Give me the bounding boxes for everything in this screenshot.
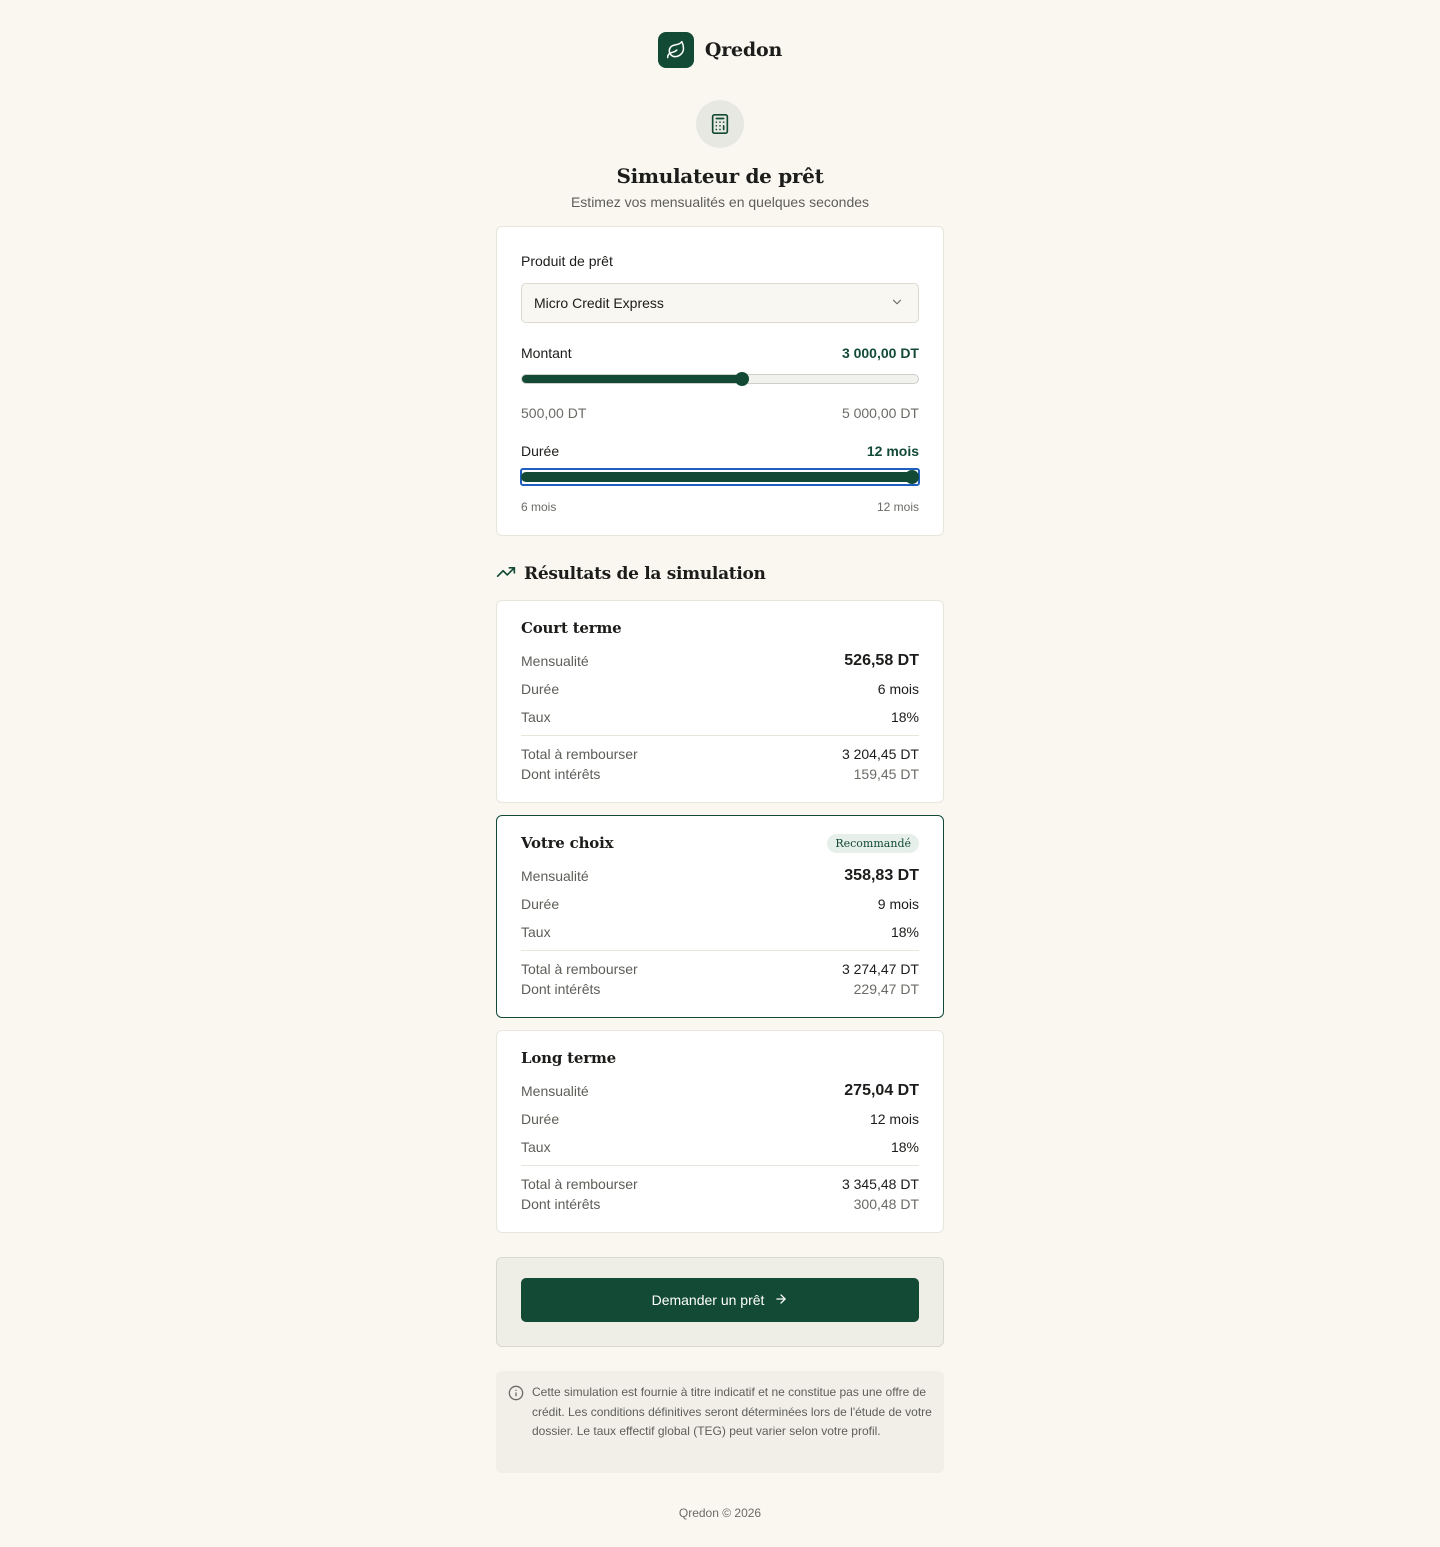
footer-copyright: Qredon © 2026: [678, 1506, 762, 1520]
rate-label: Taux: [521, 1139, 551, 1155]
result-card-title: Votre choix: [521, 834, 614, 852]
arrow-right-icon: [774, 1292, 788, 1309]
trending-up-icon: [496, 562, 516, 587]
chevron-down-icon: [890, 295, 904, 312]
monthly-label: Mensualité: [521, 1083, 589, 1099]
duration-label: Durée: [521, 1111, 560, 1127]
rate-label: Taux: [521, 709, 551, 725]
cta-panel: [496, 1257, 944, 1347]
brand-name: Qredon: [704, 39, 783, 61]
rate-value: 18%: [890, 709, 919, 725]
monthly-label: Mensualité: [521, 868, 589, 884]
amount-slider-track[interactable]: [521, 374, 919, 384]
amount-min: 500,00 DT: [521, 405, 587, 421]
rate-label: Taux: [521, 924, 551, 940]
page-title: Simulateur de prêt: [616, 164, 824, 188]
duration-value: 12 mois: [869, 1111, 919, 1127]
recommended-badge: Recommandé: [827, 834, 919, 853]
monthly-value: 275,04 DT: [844, 1082, 919, 1099]
monthly-value: 526,58 DT: [844, 652, 919, 669]
result-card-long-terme[interactable]: [496, 1030, 944, 1233]
amount-label: Montant: [521, 345, 572, 361]
divider: [521, 1165, 919, 1166]
duration-slider-thumb[interactable]: [905, 470, 919, 484]
brand-header: [496, 0, 944, 68]
interest-value: 159,45 DT: [853, 766, 919, 782]
info-icon: [508, 1385, 524, 1461]
duration-value: 6 mois: [877, 681, 919, 697]
total-value: 3 345,48 DT: [841, 1176, 919, 1192]
product-label: Produit de prêt: [521, 253, 613, 269]
divider: [521, 950, 919, 951]
results-title: Résultats de la simulation: [524, 564, 766, 584]
interest-label: Dont intérêts: [521, 1196, 601, 1212]
duration-label: Durée: [521, 681, 560, 697]
simulation-form: [496, 226, 944, 536]
duration-slider-fill: [522, 473, 918, 481]
divider: [521, 735, 919, 736]
total-value: 3 274,47 DT: [841, 961, 919, 977]
amount-value: 3 000,00 DT: [841, 345, 919, 361]
loan-simulator-page: [496, 0, 944, 1522]
interest-label: Dont intérêts: [521, 981, 601, 997]
amount-slider[interactable]: [521, 371, 919, 387]
duration-range: [521, 498, 919, 516]
duration-min: 6 mois: [521, 500, 557, 514]
interest-value: 300,48 DT: [853, 1196, 919, 1212]
interest-value: 229,47 DT: [853, 981, 919, 997]
monthly-value: 358,83 DT: [844, 867, 919, 884]
monthly-label: Mensualité: [521, 653, 589, 669]
leaf-icon: [658, 32, 694, 68]
duration-slider-track[interactable]: [521, 472, 919, 482]
amount-slider-thumb[interactable]: [735, 372, 749, 386]
amount-header: [521, 343, 919, 363]
results-header: [496, 562, 944, 586]
amount-max: 5 000,00 DT: [841, 405, 919, 421]
duration-value: 12 mois: [866, 443, 919, 459]
result-card-votre-choix[interactable]: [496, 815, 944, 1018]
total-value: 3 204,45 DT: [841, 746, 919, 762]
disclaimer-text: Cette simulation est fournie à titre indicatif et ne constitue pas une offre de crédit. Les conditions définitives seront déterminées lors de l'étude de votre dossier. Le taux effectif global (TEG) peut varier selon votre profil.: [532, 1385, 932, 1438]
duration-slider[interactable]: [521, 469, 919, 485]
disclaimer-notice: [496, 1371, 944, 1473]
duration-header: [521, 441, 919, 461]
result-card-title: Court terme: [521, 619, 622, 637]
result-card-title: Long terme: [521, 1049, 616, 1067]
duration-label: Durée: [521, 443, 560, 459]
product-select[interactable]: [521, 283, 919, 323]
rate-value: 18%: [890, 924, 919, 940]
duration-max: 12 mois: [876, 500, 919, 514]
page-subtitle: Estimez vos mensualités en quelques secondes: [570, 194, 870, 210]
amount-slider-fill: [522, 375, 742, 383]
calculator-icon: [696, 100, 744, 148]
request-loan-button[interactable]: [521, 1278, 919, 1322]
rate-value: 18%: [890, 1139, 919, 1155]
request-loan-label: Demander un prêt: [651, 1292, 765, 1308]
product-select-value: Micro Credit Express: [534, 295, 664, 311]
result-card-court-terme[interactable]: [496, 600, 944, 803]
total-label: Total à rembourser: [521, 746, 638, 762]
total-label: Total à rembourser: [521, 1176, 638, 1192]
interest-label: Dont intérêts: [521, 766, 601, 782]
duration-label: Durée: [521, 896, 560, 912]
total-label: Total à rembourser: [521, 961, 638, 977]
amount-range: [521, 403, 919, 423]
duration-value: 9 mois: [877, 896, 919, 912]
